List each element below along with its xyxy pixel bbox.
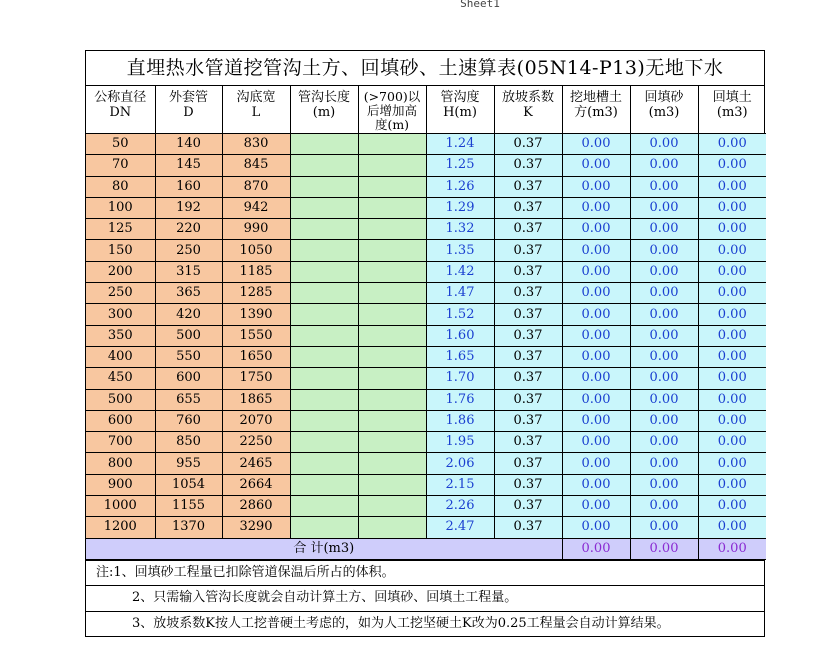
cell-k[interactable]: 0.37 (494, 517, 562, 538)
cell-excavation[interactable]: 0.00 (562, 240, 630, 261)
cell-soil[interactable]: 0.00 (698, 283, 766, 304)
cell-l[interactable]: 942 (222, 197, 290, 218)
cell-h[interactable]: 2.15 (426, 474, 494, 495)
cell-k[interactable]: 0.37 (494, 261, 562, 282)
cell-excavation[interactable]: 0.00 (562, 517, 630, 538)
cell-excavation[interactable]: 0.00 (562, 389, 630, 410)
cell-soil[interactable]: 0.00 (698, 496, 766, 517)
cell-l[interactable]: 2664 (222, 474, 290, 495)
cell-soil[interactable]: 0.00 (698, 325, 766, 346)
cell-soil[interactable]: 0.00 (698, 176, 766, 197)
cell-h[interactable]: 2.06 (426, 453, 494, 474)
table-row (86, 432, 766, 453)
cell-excavation[interactable]: 0.00 (562, 410, 630, 431)
table-row (86, 261, 766, 282)
cell-extra-height-input[interactable] (358, 474, 426, 495)
cell-k[interactable]: 0.37 (494, 410, 562, 431)
cell-h[interactable]: 1.70 (426, 368, 494, 389)
cell-d[interactable]: 220 (155, 219, 222, 240)
cell-soil[interactable]: 0.00 (698, 219, 766, 240)
cell-soil[interactable]: 0.00 (698, 368, 766, 389)
table-row (86, 453, 766, 474)
cell-soil[interactable]: 0.00 (698, 197, 766, 218)
cell-h[interactable]: 1.24 (426, 134, 494, 155)
cell-h[interactable]: 1.60 (426, 325, 494, 346)
total-label: 合 计(m3) (86, 538, 562, 559)
table-row (86, 155, 766, 176)
cell-excavation[interactable]: 0.00 (562, 283, 630, 304)
cell-sand[interactable]: 0.00 (630, 283, 698, 304)
cell-h[interactable]: 1.25 (426, 155, 494, 176)
cell-h[interactable]: 2.47 (426, 517, 494, 538)
cell-extra-height-input[interactable] (358, 176, 426, 197)
table-row (86, 304, 766, 325)
cell-length-input[interactable] (290, 410, 358, 431)
cell-l[interactable]: 1390 (222, 304, 290, 325)
header-l: 沟底宽 L (222, 86, 290, 134)
cell-excavation[interactable]: 0.00 (562, 368, 630, 389)
cell-l[interactable]: 1650 (222, 346, 290, 367)
cell-l[interactable]: 1550 (222, 325, 290, 346)
cell-d[interactable]: 850 (155, 432, 222, 453)
cell-l[interactable]: 1750 (222, 368, 290, 389)
cell-length-input[interactable] (290, 346, 358, 367)
header-extra-height: (>700)以 后增加高 度(m) (358, 86, 426, 134)
cell-excavation[interactable]: 0.00 (562, 219, 630, 240)
cell-k[interactable]: 0.37 (494, 325, 562, 346)
cell-dn[interactable]: 600 (86, 410, 155, 431)
note-2: 2、只需输入管沟长度就会自动计算土方、回填砂、回填土工程量。 (86, 585, 764, 611)
cell-length-input[interactable] (290, 325, 358, 346)
header-k: 放坡系数 K (494, 86, 562, 134)
cell-d[interactable]: 500 (155, 325, 222, 346)
table-row (86, 176, 766, 197)
table-row (86, 496, 766, 517)
cell-excavation[interactable]: 0.00 (562, 155, 630, 176)
cell-l[interactable]: 2070 (222, 410, 290, 431)
cell-dn[interactable]: 50 (86, 134, 155, 155)
cell-l[interactable]: 2250 (222, 432, 290, 453)
cell-k[interactable]: 0.37 (494, 155, 562, 176)
table-row (86, 346, 766, 367)
table-row (86, 134, 766, 155)
cell-extra-height-input[interactable] (358, 517, 426, 538)
cell-d[interactable]: 1054 (155, 474, 222, 495)
table-row (86, 368, 766, 389)
cell-d[interactable]: 1370 (155, 517, 222, 538)
table-row (86, 325, 766, 346)
cell-soil[interactable]: 0.00 (698, 432, 766, 453)
cell-k[interactable]: 0.37 (494, 283, 562, 304)
cell-d[interactable]: 600 (155, 368, 222, 389)
cell-length-input[interactable] (290, 389, 358, 410)
cell-dn[interactable]: 70 (86, 155, 155, 176)
cell-sand[interactable]: 0.00 (630, 197, 698, 218)
cell-sand[interactable]: 0.00 (630, 517, 698, 538)
cell-k[interactable]: 0.37 (494, 368, 562, 389)
table-row (86, 517, 766, 538)
cell-length-input[interactable] (290, 432, 358, 453)
cell-dn[interactable]: 800 (86, 453, 155, 474)
cell-k[interactable]: 0.37 (494, 496, 562, 517)
header-soil: 回填土 (m3) (698, 86, 766, 134)
total-soil[interactable]: 0.00 (698, 538, 766, 559)
cell-sand[interactable]: 0.00 (630, 410, 698, 431)
cell-length-input[interactable] (290, 261, 358, 282)
cell-d[interactable]: 250 (155, 240, 222, 261)
total-row (86, 538, 766, 559)
table-row (86, 219, 766, 240)
cell-l[interactable]: 2465 (222, 453, 290, 474)
cell-soil[interactable]: 0.00 (698, 155, 766, 176)
cell-dn[interactable]: 150 (86, 240, 155, 261)
cell-soil[interactable]: 0.00 (698, 261, 766, 282)
cell-excavation[interactable]: 0.00 (562, 325, 630, 346)
cell-dn[interactable]: 900 (86, 474, 155, 495)
cell-sand[interactable]: 0.00 (630, 304, 698, 325)
cell-d[interactable]: 145 (155, 155, 222, 176)
cell-extra-height-input[interactable] (358, 261, 426, 282)
cell-sand[interactable]: 0.00 (630, 474, 698, 495)
header-d: 外套管 D (155, 86, 222, 134)
cell-soil[interactable]: 0.00 (698, 474, 766, 495)
cell-length-input[interactable] (290, 134, 358, 155)
cell-dn[interactable]: 300 (86, 304, 155, 325)
cell-k[interactable]: 0.37 (494, 176, 562, 197)
cell-dn[interactable]: 400 (86, 346, 155, 367)
cell-dn[interactable]: 200 (86, 261, 155, 282)
cell-extra-height-input[interactable] (358, 432, 426, 453)
cell-dn[interactable]: 100 (86, 197, 155, 218)
cell-d[interactable]: 655 (155, 389, 222, 410)
sheet-tab-label: Sheet1 (460, 0, 500, 10)
cell-excavation[interactable]: 0.00 (562, 197, 630, 218)
header-h: 管沟度 H(m) (426, 86, 494, 134)
cell-d[interactable]: 365 (155, 283, 222, 304)
cell-extra-height-input[interactable] (358, 410, 426, 431)
cell-d[interactable]: 550 (155, 346, 222, 367)
cell-sand[interactable]: 0.00 (630, 261, 698, 282)
cell-soil[interactable]: 0.00 (698, 410, 766, 431)
cell-extra-height-input[interactable] (358, 496, 426, 517)
cell-d[interactable]: 420 (155, 304, 222, 325)
total-sand[interactable]: 0.00 (630, 538, 698, 559)
cell-excavation[interactable]: 0.00 (562, 261, 630, 282)
cell-length-input[interactable] (290, 304, 358, 325)
cell-h[interactable]: 1.76 (426, 389, 494, 410)
cell-h[interactable]: 1.35 (426, 240, 494, 261)
cell-h[interactable]: 1.95 (426, 432, 494, 453)
cell-h[interactable]: 1.32 (426, 219, 494, 240)
cell-h[interactable]: 1.65 (426, 346, 494, 367)
header-length: 管沟长度 (m) (290, 86, 358, 134)
cell-extra-height-input[interactable] (358, 346, 426, 367)
cell-h[interactable]: 1.47 (426, 283, 494, 304)
cell-k[interactable]: 0.37 (494, 134, 562, 155)
cell-k[interactable]: 0.37 (494, 346, 562, 367)
cell-l[interactable]: 990 (222, 219, 290, 240)
cell-d[interactable]: 160 (155, 176, 222, 197)
cell-length-input[interactable] (290, 240, 358, 261)
cell-extra-height-input[interactable] (358, 219, 426, 240)
cell-k[interactable]: 0.37 (494, 453, 562, 474)
cell-excavation[interactable]: 0.00 (562, 453, 630, 474)
cell-length-input[interactable] (290, 197, 358, 218)
table-row (86, 197, 766, 218)
cell-extra-height-input[interactable] (358, 134, 426, 155)
cell-d[interactable]: 955 (155, 453, 222, 474)
cell-sand[interactable]: 0.00 (630, 240, 698, 261)
cell-extra-height-input[interactable] (358, 453, 426, 474)
cell-sand[interactable]: 0.00 (630, 176, 698, 197)
cell-sand[interactable]: 0.00 (630, 453, 698, 474)
cell-sand[interactable]: 0.00 (630, 432, 698, 453)
header-row (86, 86, 766, 134)
cell-dn[interactable]: 1200 (86, 517, 155, 538)
cell-dn[interactable]: 80 (86, 176, 155, 197)
cell-length-input[interactable] (290, 453, 358, 474)
header-sand: 回填砂 (m3) (630, 86, 698, 134)
cell-k[interactable]: 0.37 (494, 432, 562, 453)
cell-d[interactable]: 315 (155, 261, 222, 282)
cell-l[interactable]: 1285 (222, 283, 290, 304)
cell-length-input[interactable] (290, 496, 358, 517)
table-row (86, 474, 766, 495)
cell-h[interactable]: 1.86 (426, 410, 494, 431)
cell-d[interactable]: 1155 (155, 496, 222, 517)
cell-h[interactable]: 1.42 (426, 261, 494, 282)
cell-length-input[interactable] (290, 219, 358, 240)
cell-length-input[interactable] (290, 517, 358, 538)
note-3: 3、放坡系数K按人工挖普硬土考虑的，如为人工挖坚硬土K改为0.25工程量会自动计算结果。 (86, 611, 764, 637)
cell-h[interactable]: 2.26 (426, 496, 494, 517)
cell-d[interactable]: 140 (155, 134, 222, 155)
cell-dn[interactable]: 700 (86, 432, 155, 453)
cell-extra-height-input[interactable] (358, 197, 426, 218)
cell-l[interactable]: 870 (222, 176, 290, 197)
total-excavation[interactable]: 0.00 (562, 538, 630, 559)
table-row (86, 410, 766, 431)
cell-l[interactable]: 845 (222, 155, 290, 176)
cell-l[interactable]: 2860 (222, 496, 290, 517)
cell-excavation[interactable]: 0.00 (562, 304, 630, 325)
table-row (86, 240, 766, 261)
cell-k[interactable]: 0.37 (494, 219, 562, 240)
cell-extra-height-input[interactable] (358, 325, 426, 346)
cell-soil[interactable]: 0.00 (698, 304, 766, 325)
cell-sand[interactable]: 0.00 (630, 325, 698, 346)
cell-dn[interactable]: 250 (86, 283, 155, 304)
note-1: 注:1、回填砂工程量已扣除管道保温后所占的体积。 (86, 560, 764, 586)
cell-soil[interactable]: 0.00 (698, 453, 766, 474)
cell-dn[interactable]: 1000 (86, 496, 155, 517)
cell-dn[interactable]: 350 (86, 325, 155, 346)
calc-sheet (85, 50, 765, 637)
cell-l[interactable]: 830 (222, 134, 290, 155)
cell-extra-height-input[interactable] (358, 389, 426, 410)
sheet-title: 直埋热水管道挖管沟土方、回填砂、土速算表(05N14-P13)无地下水 (86, 51, 764, 86)
cell-extra-height-input[interactable] (358, 283, 426, 304)
cell-d[interactable]: 192 (155, 197, 222, 218)
cell-sand[interactable]: 0.00 (630, 155, 698, 176)
cell-length-input[interactable] (290, 283, 358, 304)
cell-extra-height-input[interactable] (358, 155, 426, 176)
cell-k[interactable]: 0.37 (494, 474, 562, 495)
table-row (86, 283, 766, 304)
cell-k[interactable]: 0.37 (494, 304, 562, 325)
cell-excavation[interactable]: 0.00 (562, 134, 630, 155)
cell-extra-height-input[interactable] (358, 304, 426, 325)
cell-dn[interactable]: 450 (86, 368, 155, 389)
cell-sand[interactable]: 0.00 (630, 134, 698, 155)
cell-excavation[interactable]: 0.00 (562, 496, 630, 517)
cell-soil[interactable]: 0.00 (698, 389, 766, 410)
cell-soil[interactable]: 0.00 (698, 134, 766, 155)
cell-sand[interactable]: 0.00 (630, 346, 698, 367)
calc-table (86, 86, 766, 560)
cell-length-input[interactable] (290, 368, 358, 389)
cell-dn[interactable]: 125 (86, 219, 155, 240)
cell-excavation[interactable]: 0.00 (562, 474, 630, 495)
cell-l[interactable]: 3290 (222, 517, 290, 538)
cell-l[interactable]: 1865 (222, 389, 290, 410)
cell-soil[interactable]: 0.00 (698, 240, 766, 261)
cell-extra-height-input[interactable] (358, 240, 426, 261)
cell-excavation[interactable]: 0.00 (562, 432, 630, 453)
cell-soil[interactable]: 0.00 (698, 346, 766, 367)
cell-sand[interactable]: 0.00 (630, 496, 698, 517)
notes (86, 560, 764, 637)
cell-length-input[interactable] (290, 474, 358, 495)
cell-l[interactable]: 1050 (222, 240, 290, 261)
cell-l[interactable]: 1185 (222, 261, 290, 282)
cell-excavation[interactable]: 0.00 (562, 346, 630, 367)
cell-h[interactable]: 1.26 (426, 176, 494, 197)
header-dn: 公称直径 DN (86, 86, 155, 134)
cell-sand[interactable]: 0.00 (630, 368, 698, 389)
cell-h[interactable]: 1.52 (426, 304, 494, 325)
cell-extra-height-input[interactable] (358, 368, 426, 389)
cell-k[interactable]: 0.37 (494, 389, 562, 410)
cell-soil[interactable]: 0.00 (698, 517, 766, 538)
cell-k[interactable]: 0.37 (494, 240, 562, 261)
cell-dn[interactable]: 500 (86, 389, 155, 410)
cell-h[interactable]: 1.29 (426, 197, 494, 218)
cell-d[interactable]: 760 (155, 410, 222, 431)
cell-length-input[interactable] (290, 155, 358, 176)
header-excavation: 挖地槽土 方(m3) (562, 86, 630, 134)
cell-excavation[interactable]: 0.00 (562, 176, 630, 197)
cell-sand[interactable]: 0.00 (630, 389, 698, 410)
cell-k[interactable]: 0.37 (494, 197, 562, 218)
cell-sand[interactable]: 0.00 (630, 219, 698, 240)
table-row (86, 389, 766, 410)
cell-length-input[interactable] (290, 176, 358, 197)
